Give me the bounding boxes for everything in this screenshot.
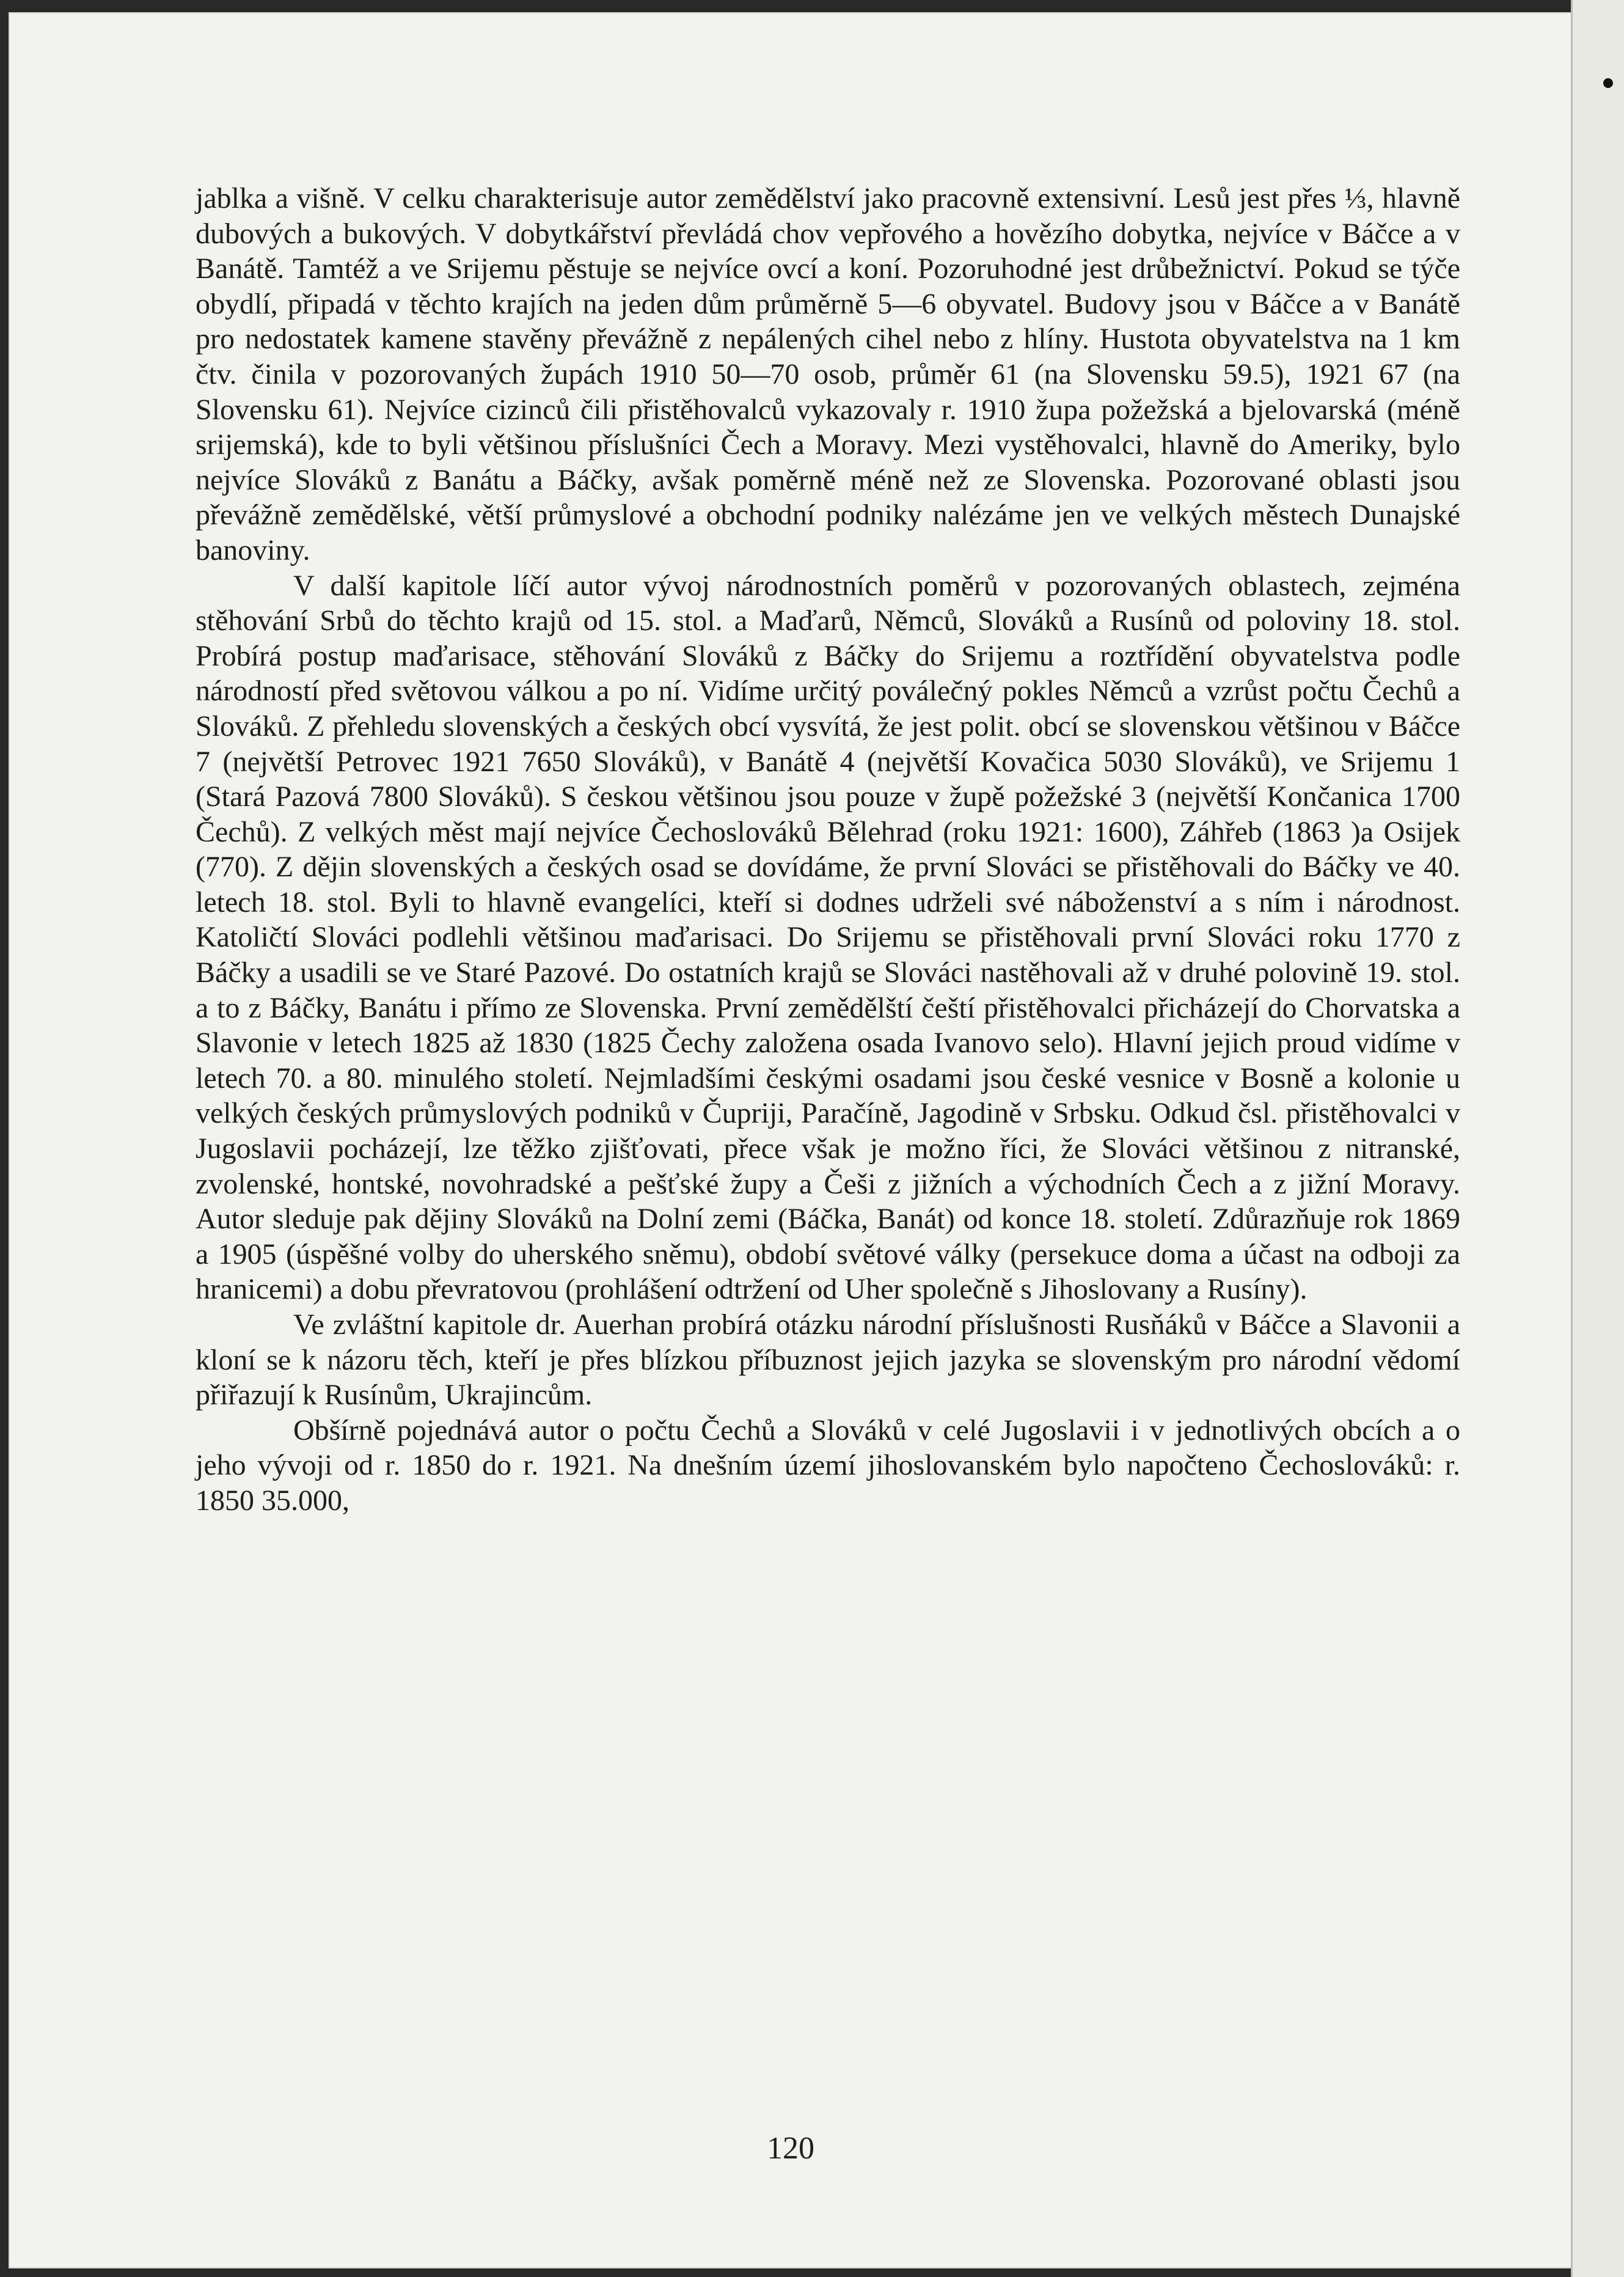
document-page <box>9 12 1573 2268</box>
paragraph-2: V další kapitole líčí autor vývoj národnostních poměrů v pozorovaných oblastech, zejména stěhování Srbů do těchto krajů od 15. stol. a Maďarů, Němců, Slováků a Rusínů od poloviny 18. stol. Probírá postup maďarisace, stěhování Slováků z Báčky do Srijemu a roztřídění obyvatelstva podle národností před světovou válkou a po ní. Vidíme určitý poválečný pokles Němců a vzrůst počtu Čechů a Slováků. Z přehledu slovenských a českých obcí vysvítá, že jest polit. obcí se slovenskou většinou v Báčce 7 (největší Petrovec 1921 7650 Slováků), v Banátě 4 (největší Kovačica 5030 Slováků), ve Srijemu 1 (Stará Pazová 7800 Slováků). S českou většinou jsou pouze v župě požežské 3 (největší Končanica 1700 Čechů). Z velkých měst mají nejvíce Čechoslováků Bělehrad (roku 1921: 1600), Záhřeb (1863 )a Osijek (770). Z dějin slovenských a českých osad se dovídáme, že první Slováci se přistěhovali do Báčky ve 40. letech 18. stol. Byli to hlavně evangelíci, kteří si dodnes udrželi své náboženství a s ním i národnost. Katoličtí Slováci podlehli většinou maďarisaci. Do Srijemu se přistěhovali první Slováci roku 1770 z Báčky a usadili se ve Staré Pazové. Do ostatních krajů se Slováci nastěhovali až v druhé polovině 19. stol. a to z Báčky, Banátu i přímo ze Slovenska. První zemědělští čeští přistěhovalci přicházejí do Chorvatska a Slavonie v letech 1825 až 1830 (1825 Čechy založena osada Ivanovo selo). Hlavní jejich proud vidíme v letech 70. a 80. minulého století. Nejmladšími českými osadami jsou české vesnice v Bosně a kolonie u velkých českých průmyslových podniků v Čupriji, Paračíně, Jagodině v Srbsku. Odkud čsl. přistěhovalci v Jugoslavii pocházejí, lze těžko zjišťovati, přece však je možno říci, že Slováci většinou z nitranské, zvolenské, hontské, novohradské a pešťské župy a Češi z jižních a východních Čech a z jižní Moravy. Autor sleduje pak dějiny Slováků na Dolní zemi (Báčka, Banát) od konce 18. století. Zdůrazňuje rok 1869 a 1905 (úspěšné volby do uherského sněmu), období světové války (persekuce doma a účast na odboji za hranicemi) a dobu převratovou (prohlášení odtržení od Uher společně s Jihoslovany a Rusíny). <box>196 569 1460 1306</box>
binding-hole-icon <box>1603 78 1613 88</box>
paragraph-3: Ve zvláštní kapitole dr. Auerhan probírá otázku národní příslušnosti Rusňáků v Báčce a Slavonii a kloní se k názoru těch, kteří je přes blízkou příbuznost jejich jazyka se slovenským pro národní vědomí přiřazují k Rusínům, Ukrajincům. <box>196 1308 1460 1412</box>
page-number: 120 <box>767 2131 814 2166</box>
body-text <box>196 181 1460 1519</box>
paragraph-1: jablka a višně. V celku charakterisuje autor zemědělství jako pracovně extensivní. Lesů jest přes ⅓, hlavně dubových a bukových. V dobytkářství převládá chov vepřového a hovězího dobytka, nejvíce v Báčce a v Banátě. Tamtéž a ve Srijemu pěstuje se nejvíce ovcí a koní. Pozoruhodné jest drůbežnictví. Pokud se týče obydlí, připadá v těchto krajích na jeden dům průměrně 5—6 obyvatel. Budovy jsou v Báčce a v Banátě pro nedostatek kamene stavěny převážně z nepálených cihel nebo z hlíny. Hustota obyvatelstva na 1 km čtv. činila v pozorovaných župách 1910 50—70 osob, průměr 61 (na Slovensku 59.5), 1921 67 (na Slovensku 61). Nejvíce cizinců čili přistěhovalců vykazovaly r. 1910 župa požežská a bjelovarská (méně srijemská), kde to byli většinou příslušníci Čech a Moravy. Mezi vystěhovalci, hlavně do Ameriky, bylo nejvíce Slováků z Banátu a Báčky, avšak poměrně méně než ze Slovenska. Pozorované oblasti jsou převážně zemědělské, větší průmyslové a obchodní podniky nalézáme jen ve velkých městech Dunajské banoviny. <box>196 182 1460 566</box>
paragraph-4: Obšírně pojednává autor o počtu Čechů a Slováků v celé Jugoslavii i v jednotlivých obcích a o jeho vývoji od r. 1850 do r. 1921. Na dnešním území jihoslovanském bylo napočteno Čechoslováků: r. 1850 35.000, <box>196 1414 1460 1517</box>
page-edge-binding <box>1571 0 1624 2277</box>
